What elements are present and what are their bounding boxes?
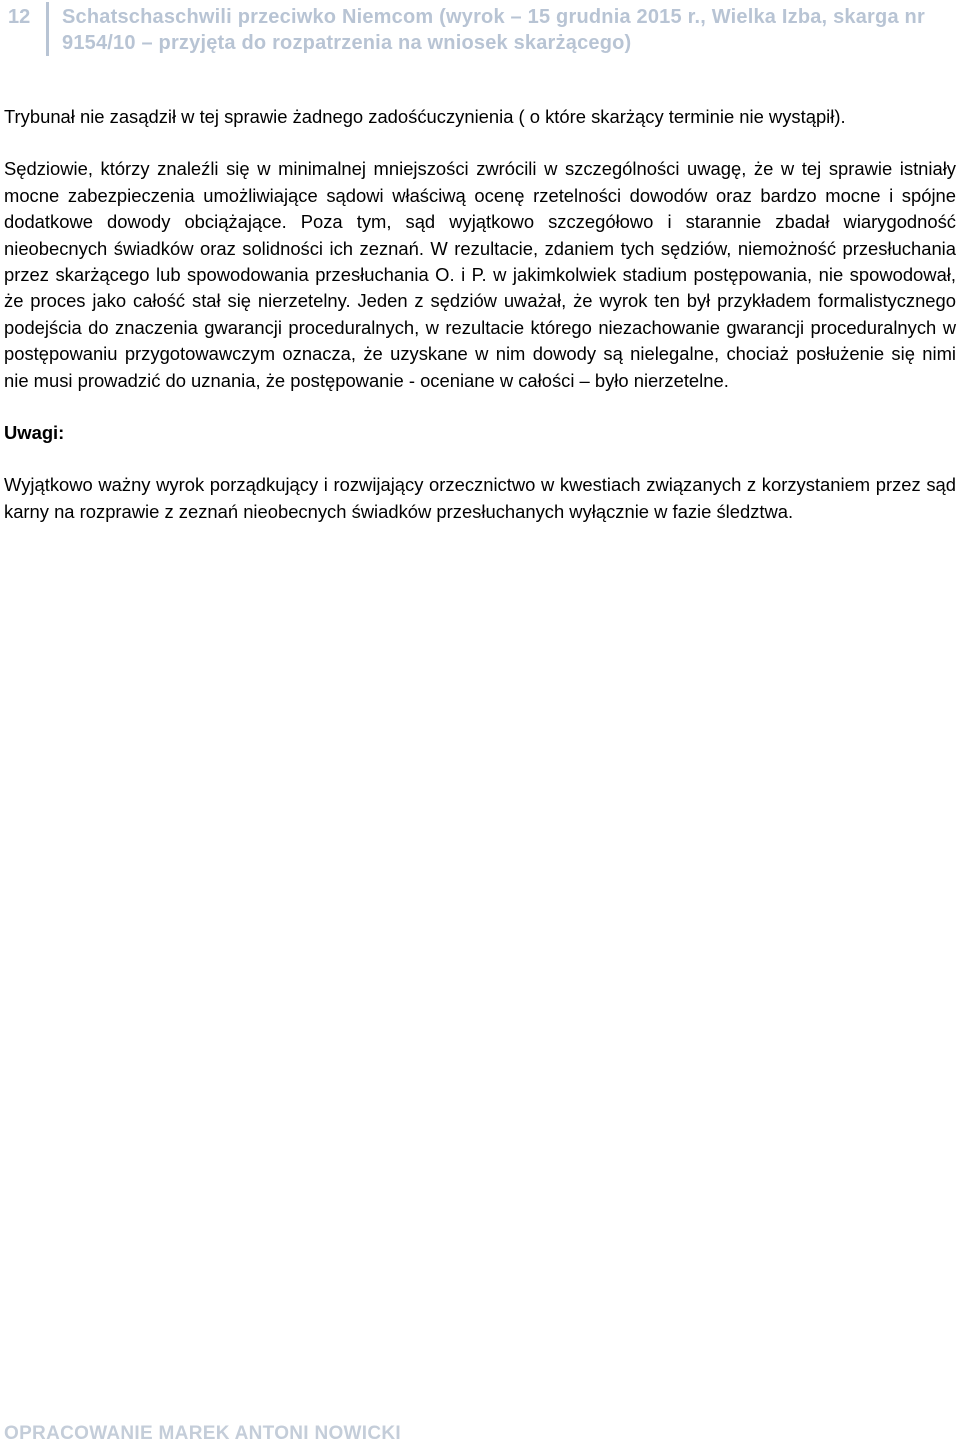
document-body (4, 104, 956, 551)
page-header (4, 0, 954, 56)
paragraph-remarks: Wyjątkowo ważny wyrok porządkujący i rozwijający orzecznictwo w kwestiach związanych z korzystaniem przez sąd karny na rozprawie z zeznań nieobecnych świadków przesłuchanych wyłącznie w fazie śledztwa. (4, 474, 956, 522)
paragraph-compensation: Trybunał nie zasądził w tej sprawie żadnego zadośćuczynienia ( o które skarżący terminie nie wystąpił). (4, 106, 846, 127)
header-divider (46, 2, 49, 56)
paragraph-dissenting-opinion: Sędziowie, którzy znaleźli się w minimalnej mniejszości zwrócili w szczególności uwagę, że w tej sprawie istniały mocne zabezpieczenia umożliwiające sądowi właściwą ocenę rzetelności dowodów oraz bardzo mocne i spójne dodatkowe dowody obciążające. Poza tym, sąd wyjątkowo szczegółowo i starannie zbadał wiarygodność nieobecnych świadków oraz solidności ich zeznań. W rezultacie, zdaniem tych sędziów, niemożność przesłuchania przez skarżącego lub spowodowania przesłuchania O. i P. w jakimkolwiek stadium postępowania, nie spowodował, że proces jako całość stał się nierzetelny. Jeden z sędziów uważał, że wyrok ten był przykładem formalistycznego podejścia do znaczenia gwarancji proceduralnych, w rezultacie którego niezachowanie gwarancji proceduralnych w postępowaniu przygotowawczym oznacza, że uzyskane w nim dowody są nielegalne, chociaż posłużenie się nimi nie musi prowadzić do uznania, że postępowanie - oceniane w całości – było nierzetelne. (4, 158, 956, 391)
section-heading-remarks: Uwagi: (4, 422, 65, 444)
page-footer: OPRACOWANIE MAREK ANTONI NOWICKI (4, 1423, 401, 1444)
page-number: 12 (8, 6, 31, 28)
running-title: Schatschaschwili przeciwko Niemcom (wyrok – 15 grudnia 2015 r., Wielka Izba, skarga nr 9154/10 – przyjęta do rozpatrzenia na wniosek skarżącego) (62, 6, 925, 54)
